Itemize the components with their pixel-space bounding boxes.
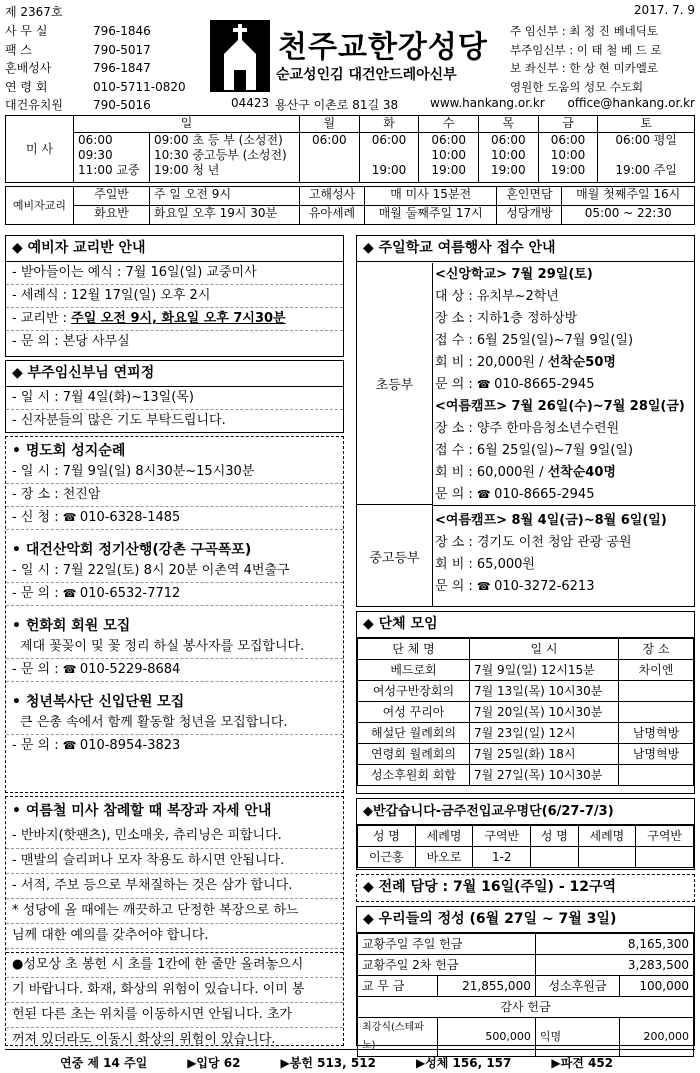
cell: 여성 꾸리아 bbox=[358, 702, 470, 723]
contact-value: 010-5711-0820 bbox=[93, 79, 186, 94]
table-row bbox=[358, 681, 694, 702]
table-row bbox=[358, 660, 694, 681]
mass-time: 19:00 bbox=[550, 163, 586, 177]
section-title: ◆반갑습니다-금주전입교우명단(6/27-7/3) bbox=[357, 799, 694, 825]
info-text: 문 의 : bbox=[435, 579, 477, 594]
table-row bbox=[358, 955, 694, 976]
info-line bbox=[435, 352, 693, 374]
info-line bbox=[6, 308, 343, 331]
cell: 7월 27일(목) 10시30분 bbox=[470, 765, 619, 786]
info-line bbox=[6, 735, 343, 757]
info-line: 접 수 : 6월 25일(일)~7월 9일(일) bbox=[435, 443, 634, 458]
info-line: ●성모상 초 봉헌 시 초를 1칸에 한 줄만 올려놓으시 bbox=[6, 953, 343, 978]
contact-label: 사 무 실 bbox=[5, 24, 48, 38]
church-icon bbox=[210, 20, 270, 92]
info-line: 대 상 : 유치부~2학년 bbox=[435, 289, 559, 304]
event-title: <신앙학교> 7월 29일(토) bbox=[435, 267, 593, 282]
info-line: 장 소 : 지하1층 정하상방 bbox=[435, 311, 578, 326]
edu-cell: 성당개방 bbox=[497, 206, 562, 225]
info-text: 회 비 : 60,000원 / bbox=[435, 465, 548, 480]
phone-number: ☎ 010-8665-2945 bbox=[477, 377, 595, 392]
patron-saint: 순교성인김 대건안드레아신부 bbox=[276, 67, 457, 83]
staff-line: 영원한 도움의 성모 수도회 bbox=[510, 79, 644, 94]
cell: 해설단 월례회의 bbox=[358, 723, 470, 744]
mass-time: 10:30 중고등부 (소성전) bbox=[154, 148, 287, 162]
phone-number: ☎ 010-6532-7712 bbox=[63, 586, 181, 601]
edu-cell: 혼인면담 bbox=[497, 187, 562, 206]
edu-cell: 매월 첫째주일 16시 bbox=[562, 187, 695, 206]
table-row bbox=[358, 997, 694, 1018]
table-row bbox=[358, 765, 694, 786]
col-header: 구역반 bbox=[636, 826, 694, 847]
info-line: 헌된 다른 초는 위치를 이동하시면 안됩니다. 초가 bbox=[6, 1003, 343, 1028]
info-line: 꺼져 있더라도 이동시 화상의 위험이 있습니다. bbox=[12, 1032, 276, 1047]
edu-cell: 화요일 오후 19시 30분 bbox=[150, 206, 300, 225]
mass-time: 06:00 bbox=[371, 133, 407, 147]
info-line: 제대 꽃꽂이 및 꽃 정리 하실 봉사자를 모집합니다. bbox=[6, 636, 343, 659]
email-link[interactable]: office@hankang.or.kr bbox=[567, 96, 695, 110]
col-header: 단 체 명 bbox=[358, 639, 470, 660]
contact-value: 790-5017 bbox=[93, 42, 151, 57]
liturgy-duty bbox=[356, 874, 695, 902]
day-header: 토 bbox=[598, 116, 695, 133]
phone-number: ☎ 010-8954-3823 bbox=[63, 738, 181, 753]
parish-name: 천주교한강성당 bbox=[278, 30, 488, 65]
col-header: 성 명 bbox=[358, 826, 416, 847]
mass-time: 06:00 bbox=[312, 133, 347, 147]
footer-item: ▶입당 62 bbox=[187, 1056, 241, 1070]
mass-time: 09:00 초 등 부 (소성전) bbox=[154, 133, 283, 147]
edu-label: 예비자교리 bbox=[6, 187, 74, 225]
mass-time: 10:00 bbox=[550, 148, 586, 162]
catechumen-box bbox=[5, 235, 344, 357]
day-header: 화 bbox=[359, 116, 419, 133]
day-header: 목 bbox=[479, 116, 539, 133]
mass-label: 미 사 bbox=[6, 116, 74, 183]
section-title: ◆ 우리들의 정성 (6월 27일 ~ 7월 3일) bbox=[357, 907, 694, 933]
staff-line: 보 좌신부 : 한 상 현 미카엘로 bbox=[510, 61, 659, 75]
info-line: - 일 시 : 7월 22일(토) 8시 20분 이촌역 4번출구 bbox=[6, 560, 343, 583]
day-header: 수 bbox=[419, 116, 479, 133]
issue-header bbox=[5, 3, 695, 17]
contact-label: 혼배성사 bbox=[5, 61, 52, 75]
cell: 성소후원금 bbox=[535, 976, 619, 997]
cell: 교황주일 2차 헌금 bbox=[358, 955, 536, 976]
info-line: 장 소 : 양주 한마음청소년수련원 bbox=[435, 421, 620, 436]
cell bbox=[619, 681, 694, 702]
elementary-label: 초등부 bbox=[357, 263, 433, 505]
day-header: 월 bbox=[300, 116, 360, 133]
table-row bbox=[358, 1018, 694, 1057]
footer-item: ▶봉헌 513, 512 bbox=[280, 1056, 376, 1070]
info-bold: 주일 오전 9시, 화요일 오후 7시30분 bbox=[71, 311, 286, 326]
cell bbox=[531, 847, 578, 868]
event-title: <여름캠프> 7월 26일(수)~7월 28일(금) bbox=[435, 399, 685, 414]
cell: 베드로회 bbox=[358, 660, 470, 681]
info-line: 접 수 : 6월 25일(일)~7월 9일(일) bbox=[435, 333, 634, 348]
mass-time: 19:00 주일 bbox=[615, 163, 677, 177]
cell: 8,165,300 bbox=[535, 934, 693, 955]
phone-number: ☎ 010-8665-2945 bbox=[477, 487, 595, 502]
group-title: • 대건산악회 정기산행(강촌 구곡폭포) bbox=[12, 542, 252, 558]
cell: 교 무 금 bbox=[358, 976, 438, 997]
info-bold: 선착순50명 bbox=[547, 355, 616, 370]
info-line: - 일 시 : 7월 9일(일) 8시30분~15시30분 bbox=[6, 461, 343, 484]
middle-details bbox=[435, 510, 693, 598]
elementary-details bbox=[435, 264, 693, 506]
info-line: - 장 소 : 천진암 bbox=[6, 484, 343, 507]
col-header: 장 소 bbox=[619, 639, 694, 660]
info-line bbox=[6, 507, 343, 530]
cell: 감사 헌금 bbox=[358, 997, 694, 1018]
cell: 21,855,000 bbox=[438, 976, 536, 997]
table-row bbox=[358, 723, 694, 744]
edu-cell: 화요반 bbox=[74, 206, 150, 225]
day-header: 일 bbox=[74, 116, 300, 133]
footer-item: ▶파견 452 bbox=[551, 1056, 614, 1070]
info-line bbox=[435, 374, 693, 396]
issue-number: 제 2367호 bbox=[5, 5, 63, 19]
zip: 04423 bbox=[231, 96, 270, 110]
issue-date: 2017. 7. 9 bbox=[633, 3, 695, 17]
parish-logo bbox=[210, 20, 490, 92]
cell: 익명 bbox=[535, 1018, 619, 1057]
meetings-table bbox=[357, 638, 694, 786]
section-title: ◆ 부주임신부님 연피정 bbox=[6, 361, 343, 387]
cell: 교황주일 주일 헌금 bbox=[358, 934, 536, 955]
info-line: - 신자분들의 많은 기도 부탁드립니다. bbox=[12, 413, 226, 428]
info-line: 장 소 : 경기도 이천 청암 관광 공원 bbox=[435, 535, 632, 550]
info-text: - 교리반 : bbox=[12, 311, 72, 326]
section-title: ◆ 주일학교 여름행사 접수 안내 bbox=[357, 236, 694, 262]
info-line: - 서적, 주보 등으로 부채질하는 것은 삼가 합니다. bbox=[6, 874, 343, 899]
offering-box bbox=[356, 906, 695, 1051]
footer-item: ▶성체 156, 157 bbox=[415, 1056, 512, 1070]
col-header: 세례명 bbox=[578, 826, 636, 847]
mass-time: 19:00 bbox=[491, 163, 526, 177]
mass-time: 06:00 bbox=[491, 133, 526, 147]
footer-item: 연중 제 14 주일 bbox=[60, 1056, 148, 1070]
contact-list bbox=[5, 22, 205, 115]
info-text: - 신 청 : bbox=[12, 510, 63, 525]
info-text: - 문 의 : bbox=[12, 662, 63, 677]
cell: 7월 25일(화) 18시 bbox=[470, 744, 619, 765]
edu-cell: 매 미사 15분전 bbox=[364, 187, 497, 206]
staff-line: 주 임신부 : 최 정 진 베네딕토 bbox=[510, 24, 659, 38]
info-line bbox=[435, 484, 693, 506]
cell: 여성구반장회의 bbox=[358, 681, 470, 702]
cell: 7월 9일(일) 12시15분 bbox=[470, 660, 619, 681]
group-title: • 청년복사단 신입단원 모집 bbox=[12, 694, 185, 710]
cell: 연령회 월례회의 bbox=[358, 744, 470, 765]
section-title: ◆ 단체 모임 bbox=[357, 612, 694, 638]
cell: 500,000 bbox=[438, 1018, 536, 1057]
event-title: <여름캠프> 8월 4일(금)~8월 6일(일) bbox=[435, 513, 667, 528]
dress-code-box bbox=[5, 796, 344, 1046]
info-line: - 일 시 : 7월 4일(화)~13일(목) bbox=[6, 387, 343, 410]
info-line bbox=[6, 583, 343, 606]
cell bbox=[636, 847, 694, 868]
info-text: 회 비 : 20,000원 / bbox=[435, 355, 548, 370]
info-line: 님께 대한 예의를 갖추어야 합니다. bbox=[6, 924, 343, 949]
info-text: - 문 의 : bbox=[12, 738, 63, 753]
cell: 바오로 bbox=[415, 847, 473, 868]
cell: 7월 20일(목) 10시30분 bbox=[470, 702, 619, 723]
edu-cell: 주일반 bbox=[74, 187, 150, 206]
cell bbox=[578, 847, 636, 868]
mass-time: 19:00 bbox=[371, 163, 407, 177]
info-line: - 맨발의 슬리퍼나 모자 착용도 하시면 안됩니다. bbox=[6, 849, 343, 874]
cell: 7월 13일(목) 10시30분 bbox=[470, 681, 619, 702]
section-title: ◆ 전례 담당 : 7월 16일(주일) - 12구역 bbox=[363, 879, 617, 895]
info-bold: 선착순40명 bbox=[547, 465, 616, 480]
info-line: 회 비 : 65,000원 bbox=[435, 557, 535, 572]
offering-table bbox=[357, 933, 694, 1057]
phone-number: ☎ 010-5229-8684 bbox=[63, 662, 181, 677]
col-header: 세례명 bbox=[415, 826, 473, 847]
website-link[interactable]: www.hankang.or.kr bbox=[430, 96, 545, 110]
welcome-box bbox=[356, 798, 695, 870]
info-line bbox=[435, 576, 693, 598]
welcome-table bbox=[357, 825, 694, 868]
edu-cell: 주 일 오전 9시 bbox=[150, 187, 300, 206]
table-row bbox=[358, 702, 694, 723]
info-line: 큰 은총 속에서 함께 활동할 청년을 모집합니다. bbox=[6, 712, 343, 735]
staff-line: 부주임신부 : 이 태 철 베 드 로 bbox=[510, 42, 662, 57]
mass-time: 10:00 bbox=[491, 148, 526, 162]
contact-label: 팩 스 bbox=[5, 42, 32, 57]
table-row bbox=[358, 934, 694, 955]
info-line bbox=[6, 659, 343, 682]
contact-label: 연 령 회 bbox=[5, 79, 48, 94]
cell: 200,000 bbox=[620, 1018, 694, 1057]
cell: 차이엔 bbox=[619, 660, 694, 681]
cell: 남명혁방 bbox=[619, 723, 694, 744]
cell: 이근홍 bbox=[358, 847, 416, 868]
info-line: - 문 의 : 본당 사무실 bbox=[12, 334, 130, 349]
day-header: 금 bbox=[538, 116, 598, 133]
edu-cell: 유아세례 bbox=[300, 206, 365, 225]
phone-number: ☎ 010-3272-6213 bbox=[477, 579, 595, 594]
footer bbox=[60, 1054, 680, 1071]
mass-time: 06:00 bbox=[431, 133, 466, 147]
col-header: 성 명 bbox=[531, 826, 578, 847]
cell: 3,283,500 bbox=[535, 955, 693, 976]
cell: 7월 23일(일) 12시 bbox=[470, 723, 619, 744]
info-line: - 세례식 : 12월 17일(일) 오후 2시 bbox=[6, 285, 343, 308]
info-line bbox=[435, 462, 693, 484]
col-header: 일 시 bbox=[470, 639, 619, 660]
contact-value: 796-1846 bbox=[93, 24, 151, 38]
sunday-school-box bbox=[356, 235, 695, 607]
contact-label: 대건유치원 bbox=[5, 98, 63, 112]
table-row bbox=[358, 744, 694, 765]
mass-time: 19:00 청 년 bbox=[154, 163, 220, 177]
contact-value: 790-5016 bbox=[93, 98, 151, 112]
info-line: * 성당에 올 때에는 깨끗하고 단정한 복장으로 하느 bbox=[6, 899, 343, 924]
info-line: - 받아들이는 예식 : 7월 16일(일) 교중미사 bbox=[6, 262, 343, 285]
info-text: - 문 의 : bbox=[12, 586, 63, 601]
info-line: - 반바지(핫팬츠), 민소매옷, 츄리닝은 피합니다. bbox=[6, 824, 343, 849]
cell bbox=[619, 702, 694, 723]
edu-cell: 고해성사 bbox=[300, 187, 365, 206]
cell: 1-2 bbox=[473, 847, 531, 868]
education-table bbox=[5, 186, 695, 225]
middle-label: 중고등부 bbox=[357, 505, 433, 607]
table-row bbox=[358, 976, 694, 997]
col-header: 구역반 bbox=[473, 826, 531, 847]
cell: 성소후원회 회합 bbox=[358, 765, 470, 786]
meetings-box bbox=[356, 611, 695, 794]
staff-list bbox=[510, 22, 695, 96]
phone-number: ☎ 010-6328-1485 bbox=[63, 510, 181, 525]
info-line: 기 바랍니다. 화재, 화상의 위험이 있습니다. 이미 봉 bbox=[6, 978, 343, 1003]
mass-time: 09:30 bbox=[78, 148, 113, 162]
contact-value: 796-1847 bbox=[93, 61, 151, 75]
mass-time: 11:00 교중 bbox=[78, 163, 140, 177]
mass-time: 10:00 bbox=[431, 148, 466, 162]
mass-time: 19:00 bbox=[431, 163, 466, 177]
group-title: • 명도회 성지순례 bbox=[12, 443, 126, 459]
section-title: ◆ 예비자 교리반 안내 bbox=[6, 236, 343, 262]
mass-time: 06:00 평일 bbox=[615, 133, 677, 147]
table-row bbox=[358, 847, 694, 868]
group-title: • 헌화회 회원 모집 bbox=[12, 618, 131, 634]
street: 용산구 이촌로 81길 38 bbox=[275, 98, 399, 112]
cell: 최강식(스테파노) bbox=[358, 1018, 438, 1057]
edu-cell: 매월 둘째주일 17시 bbox=[364, 206, 497, 225]
mass-time: 06:00 bbox=[78, 133, 113, 147]
cell bbox=[619, 765, 694, 786]
edu-cell: 05:00 ~ 22:30 bbox=[562, 206, 695, 225]
cell: 100,000 bbox=[620, 976, 694, 997]
info-text: 문 의 : bbox=[435, 377, 477, 392]
mass-time: 06:00 bbox=[550, 133, 586, 147]
section-title: • 여름철 미사 참례할 때 복장과 자세 안내 bbox=[12, 803, 272, 819]
retreat-box bbox=[5, 360, 344, 433]
info-text: 문 의 : bbox=[435, 487, 477, 502]
cell: 남명혁방 bbox=[619, 744, 694, 765]
mass-schedule bbox=[5, 115, 695, 183]
groups-box bbox=[5, 436, 344, 793]
